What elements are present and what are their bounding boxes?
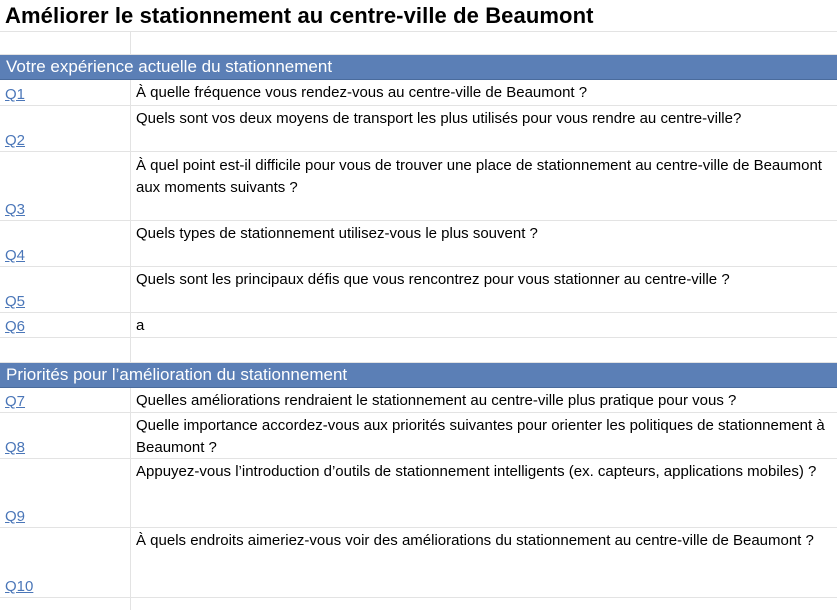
cell-a	[0, 106, 131, 151]
question-row	[0, 528, 837, 598]
question-row	[0, 80, 837, 106]
question-link-q10[interactable]: Q10	[5, 578, 34, 595]
question-link-q6[interactable]: Q6	[5, 318, 26, 335]
question-row	[0, 267, 837, 313]
title-row	[0, 0, 837, 32]
cell-a	[0, 313, 131, 337]
cell-a[interactable]	[0, 338, 131, 362]
question-text: Quels sont les principaux défis que vous rencontrez pour vous stationner au centre-ville ?	[136, 271, 730, 288]
cell-a[interactable]	[0, 598, 131, 610]
empty-row	[0, 338, 837, 363]
question-link-q9[interactable]: Q9	[5, 508, 26, 525]
question-text: Quelle importance accordez-vous aux priorités suivantes pour orienter les politiques de stationnement à Beaumont ?	[136, 417, 825, 456]
question-link-q4[interactable]: Q4	[5, 247, 26, 264]
question-text: Quels types de stationnement utilisez-vous le plus souvent ?	[136, 225, 538, 242]
question-row	[0, 313, 837, 338]
question-link-q8[interactable]: Q8	[5, 439, 26, 456]
cell-a	[0, 388, 131, 412]
empty-row	[0, 598, 837, 610]
section-header-2: Priorités pour l’amélioration du stationnement	[0, 363, 837, 388]
cell-a	[0, 152, 131, 220]
cell-a	[0, 413, 131, 458]
question-text: À quelle fréquence vous rendez-vous au centre-ville de Beaumont ?	[136, 84, 588, 101]
cell-a	[0, 459, 131, 527]
question-row	[0, 388, 837, 413]
question-text: Quels sont vos deux moyens de transport les plus utilisés pour vous rendre au centre-ville?	[136, 110, 742, 127]
question-text: Appuyez-vous l’introduction d’outils de stationnement intelligents (ex. capteurs, applications mobiles) ?	[136, 463, 817, 480]
question-text: Quelles améliorations rendraient le stationnement au centre-ville plus pratique pour vous ?	[136, 392, 737, 409]
cell-a	[0, 221, 131, 266]
cell-b[interactable]	[131, 598, 837, 610]
question-text: À quel point est-il difficile pour vous de trouver une place de stationnement au centre-ville de Beaumont aux moments suivants ?	[136, 157, 822, 196]
cell-a[interactable]	[0, 32, 131, 54]
empty-row	[0, 32, 837, 55]
question-row	[0, 221, 837, 267]
question-link-q5[interactable]: Q5	[5, 293, 26, 310]
question-text: a	[136, 317, 145, 334]
question-link-q7[interactable]: Q7	[5, 393, 26, 410]
cell-b[interactable]	[131, 32, 837, 54]
question-row	[0, 413, 837, 459]
section-header-1: Votre expérience actuelle du stationnement	[0, 55, 837, 80]
cell-a	[0, 267, 131, 312]
question-row	[0, 459, 837, 528]
question-row	[0, 152, 837, 221]
page-title: Améliorer le stationnement au centre-ville de Beaumont	[5, 3, 594, 28]
question-link-q3[interactable]: Q3	[5, 201, 26, 218]
cell-a	[0, 528, 131, 597]
cell-a	[0, 80, 131, 105]
question-row	[0, 106, 837, 152]
cell-b[interactable]	[131, 338, 837, 362]
question-text: À quels endroits aimeriez-vous voir des améliorations du stationnement au centre-ville de Beaumont ?	[136, 532, 814, 549]
question-link-q2[interactable]: Q2	[5, 132, 26, 149]
question-link-q1[interactable]: Q1	[5, 86, 26, 103]
